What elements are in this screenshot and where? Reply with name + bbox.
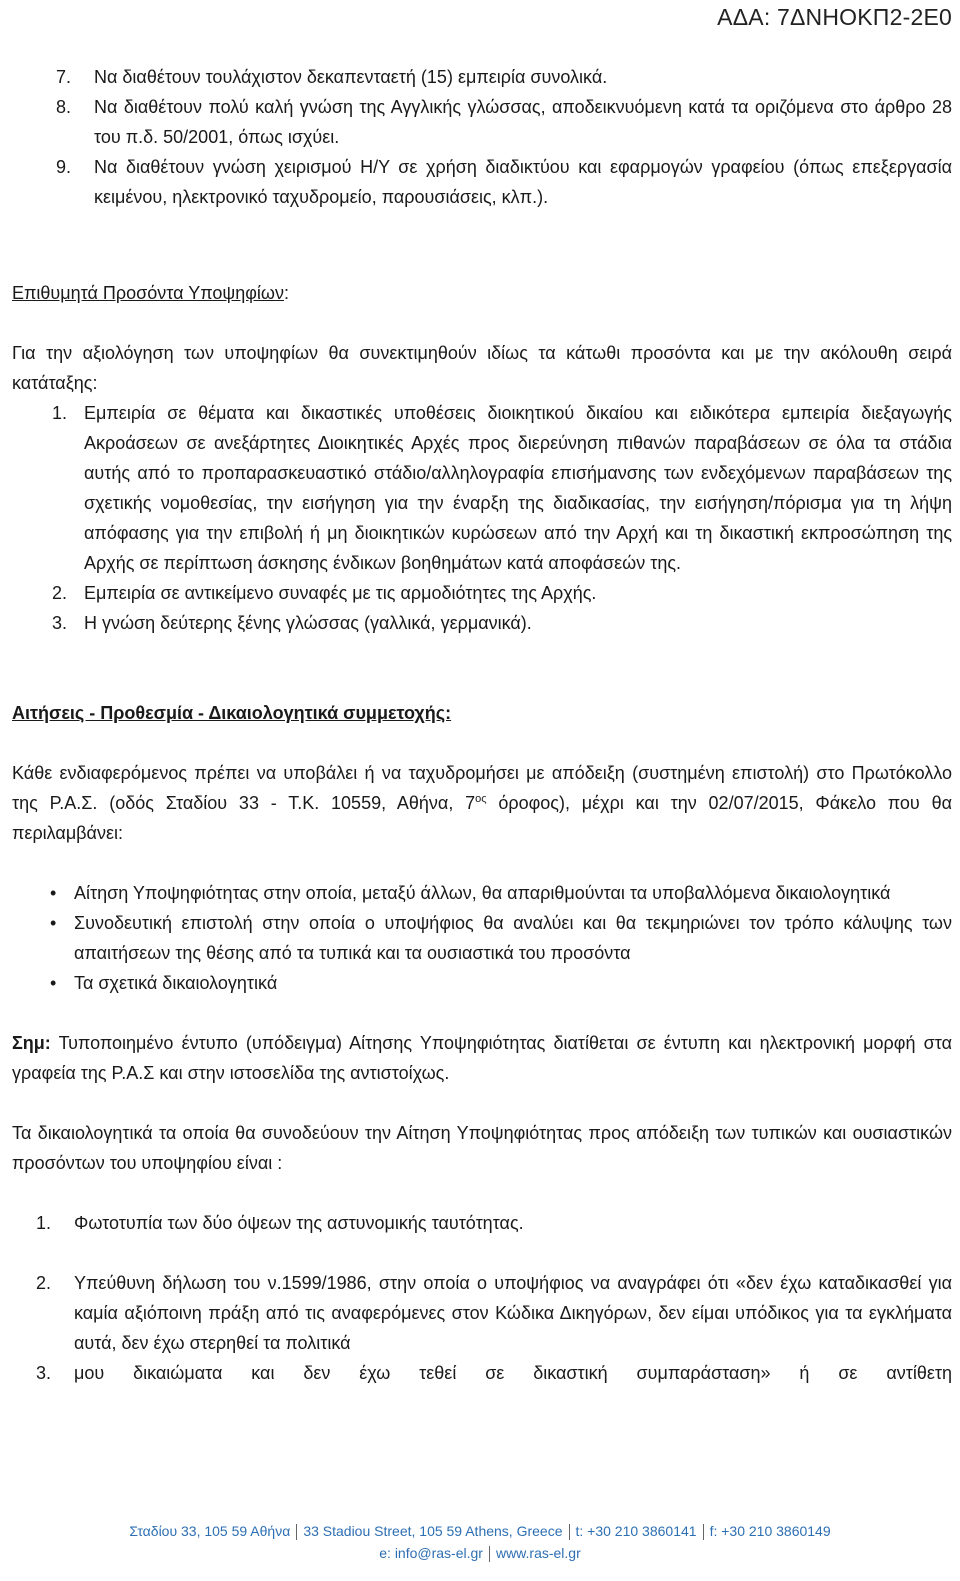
desirable-heading-colon: :: [283, 283, 289, 303]
applications-intro: [12, 758, 952, 848]
list-text: Φωτοτυπία των δύο όψεων της αστυνομικής ταυτότητας.: [74, 1213, 524, 1233]
docs-list: [12, 1208, 952, 1388]
bullet-text: Συνοδευτική επιστολή στην οποία ο υποψήφιος θα αναλύει και θα τεκμηριώνει τον τρόπο κάλυψης των απαιτήσεων της θέσης από τα τυπικά και τα ουσιαστικά του προσόντα: [74, 913, 952, 963]
list-text: μου δικαιώματα και δεν έχω τεθεί σε δικαστική συμπαράσταση» ή σε αντίθετη: [74, 1363, 952, 1383]
bullet-item: [12, 908, 952, 968]
list-number: 9.: [56, 157, 72, 177]
list-text: Να διαθέτουν τουλάχιστον δεκαπενταετή (15) εμπειρία συνολικά.: [94, 67, 608, 87]
footer-line-2: [0, 1542, 960, 1564]
applications-heading: [12, 698, 952, 728]
list-item: [52, 578, 952, 608]
docs-intro: Τα δικαιολογητικά τα οποία θα συνοδεύουν την Αίτηση Υποψηφιότητας προς απόδειξη των τυπικών και ουσιαστικών προσόντων του υποψηφίου είναι :: [12, 1123, 952, 1173]
list-number: 7.: [56, 67, 72, 87]
list-number: 8.: [56, 97, 72, 117]
desirable-heading-text: Επιθυμητά Προσόντα Υποψηφίων: [12, 283, 284, 303]
list-text: Η γνώση δεύτερης ξένης γλώσσας (γαλλικά, γερμανικά).: [84, 613, 532, 633]
list-number: 3.: [36, 1363, 52, 1383]
footer-separator: [489, 1546, 490, 1562]
footer-separator: [569, 1524, 570, 1540]
list-number: 2.: [52, 583, 68, 603]
page-footer: [0, 1520, 960, 1564]
footer-line-1: [0, 1520, 960, 1542]
list-item: [56, 92, 952, 152]
document-body: [12, 62, 952, 1388]
note-paragraph: [12, 1028, 952, 1088]
desirable-heading: [12, 278, 952, 308]
footer-email[interactable]: e: info@ras-el.gr: [379, 1545, 483, 1561]
bullet-item: [12, 968, 952, 998]
bullet-text: Τα σχετικά δικαιολογητικά: [74, 973, 278, 993]
list-item: [36, 1268, 952, 1358]
list-item: [56, 62, 952, 92]
footer-address-gr: Σταδίου 33, 105 59 Αθήνα: [129, 1523, 291, 1539]
list-number: 2.: [36, 1273, 52, 1293]
bullet-icon: •: [50, 913, 57, 933]
bullet-icon: •: [50, 973, 57, 993]
list-text: Εμπειρία σε αντικείμενο συναφές με τις αρμοδιότητες της Αρχής.: [84, 583, 597, 603]
footer-fax: f: +30 210 3860149: [709, 1523, 831, 1539]
desirable-list: [12, 398, 952, 638]
list-text: Να διαθέτουν πολύ καλή γνώση της Αγγλικής γλώσσας, αποδεικνυόμενη κατά τα οριζόμενα στο άρθρο 28 του π.δ. 50/2001, όπως ισχύει.: [94, 97, 952, 147]
applications-intro-b: όροφος), μέχρι και την 02/07/2015, Φάκελο που θα περιλαμβάνει:: [12, 793, 952, 843]
list-item: [52, 398, 952, 578]
floor-superscript: ος: [475, 793, 487, 805]
bullet-item: [12, 878, 952, 908]
list-text: Υπεύθυνη δήλωση του ν.1599/1986, στην οποία ο υποψήφιος να αναγράφει ότι «δεν έχω καταδικασθεί για καμία αξιόποινη πράξη από τις αναφερόμενες στον Κώδικα Δικηγόρων, δεν είμαι υπόδικος για τα εγκλήματα αυτά, δεν έχω στερηθεί τα πολιτικά: [74, 1273, 952, 1353]
list-item: [36, 1208, 952, 1238]
list-number: 3.: [52, 613, 68, 633]
list-number: 1.: [52, 403, 68, 423]
applications-heading-text: Αιτήσεις - Προθεσμία - Δικαιολογητικά συμμετοχής:: [12, 703, 452, 723]
list-number: 1.: [36, 1213, 52, 1233]
list-item: [56, 152, 952, 212]
ada-code: ΑΔΑ: 7ΔΝΗΟΚΠ2-2Ε0: [717, 4, 952, 30]
note-text: Τυποποιημένο έντυπο (υπόδειγμα) Αίτησης Υποψηφιότητας διατίθεται σε έντυπη και ηλεκτρονική μορφή στα γραφεία της Ρ.Α.Σ και στην ιστοσελίδα της αντιστοίχως.: [12, 1033, 952, 1083]
footer-separator: [703, 1524, 704, 1540]
top-list: [12, 62, 952, 212]
footer-address-en: 33 Stadiou Street, 105 59 Athens, Greece: [303, 1523, 563, 1539]
note-label: Σημ:: [12, 1033, 51, 1053]
footer-separator: [296, 1524, 297, 1540]
footer-tel: t: +30 210 3860141: [575, 1523, 697, 1539]
bullet-text: Αίτηση Υποψηφιότητας στην οποία, μεταξύ άλλων, θα απαριθμούνται τα υποβαλλόμενα δικαιολογητικά: [74, 883, 891, 903]
list-item: [36, 1358, 952, 1388]
footer-web[interactable]: www.ras-el.gr: [495, 1545, 581, 1561]
list-text: Να διαθέτουν γνώση χειρισμού Η/Υ σε χρήση διαδικτύου και εφαρμογών γραφείου (όπως επεξεργασία κειμένου, ηλεκτρονικό ταχυδρομείο, παρουσιάσεις, κλπ.).: [94, 157, 952, 207]
bullet-icon: •: [50, 883, 57, 903]
applications-intro-a: Κάθε ενδιαφερόμενος πρέπει να υποβάλει ή να ταχυδρομήσει με απόδειξη (συστημένη επιστολή) στο Πρωτόκολλο της Ρ.Α.Σ. (οδός Σταδίου 33 - Τ.Κ. 10559, Αθήνα, 7: [12, 763, 952, 813]
list-item: [52, 608, 952, 638]
list-text: Εμπειρία σε θέματα και δικαστικές υποθέσεις διοικητικού δικαίου και ειδικότερα εμπειρία διεξαγωγής Ακροάσεων σε ανεξάρτητες Διοικητικές Αρχές προς διερεύνηση πιθανών παραβάσεων σε όλα τα στάδια αυτής από το προπαρασκευαστικό στάδιο/αλληλογραφία επισήμανσης των ενδεχόμενων παραβάσεων της σχετικής νομοθεσίας, την εισήγηση για την έναρξη της διαδικασίας, την εισήγηση/πόρισμα για τη λήψη απόφασης για την επιβολή ή μη διοικητικών κυρώσεων από την Αρχή και τη δικαστική εκπροσώπηση της Αρχής σε περίπτωση άσκησης ένδικων βοηθημάτων κατά αποφάσεών της.: [84, 403, 952, 573]
applications-bullets: [12, 878, 952, 998]
desirable-intro: Για την αξιολόγηση των υποψηφίων θα συνεκτιμηθούν ιδίως τα κάτωθι προσόντα και με την ακόλουθη σειρά κατάταξης:: [12, 343, 952, 393]
